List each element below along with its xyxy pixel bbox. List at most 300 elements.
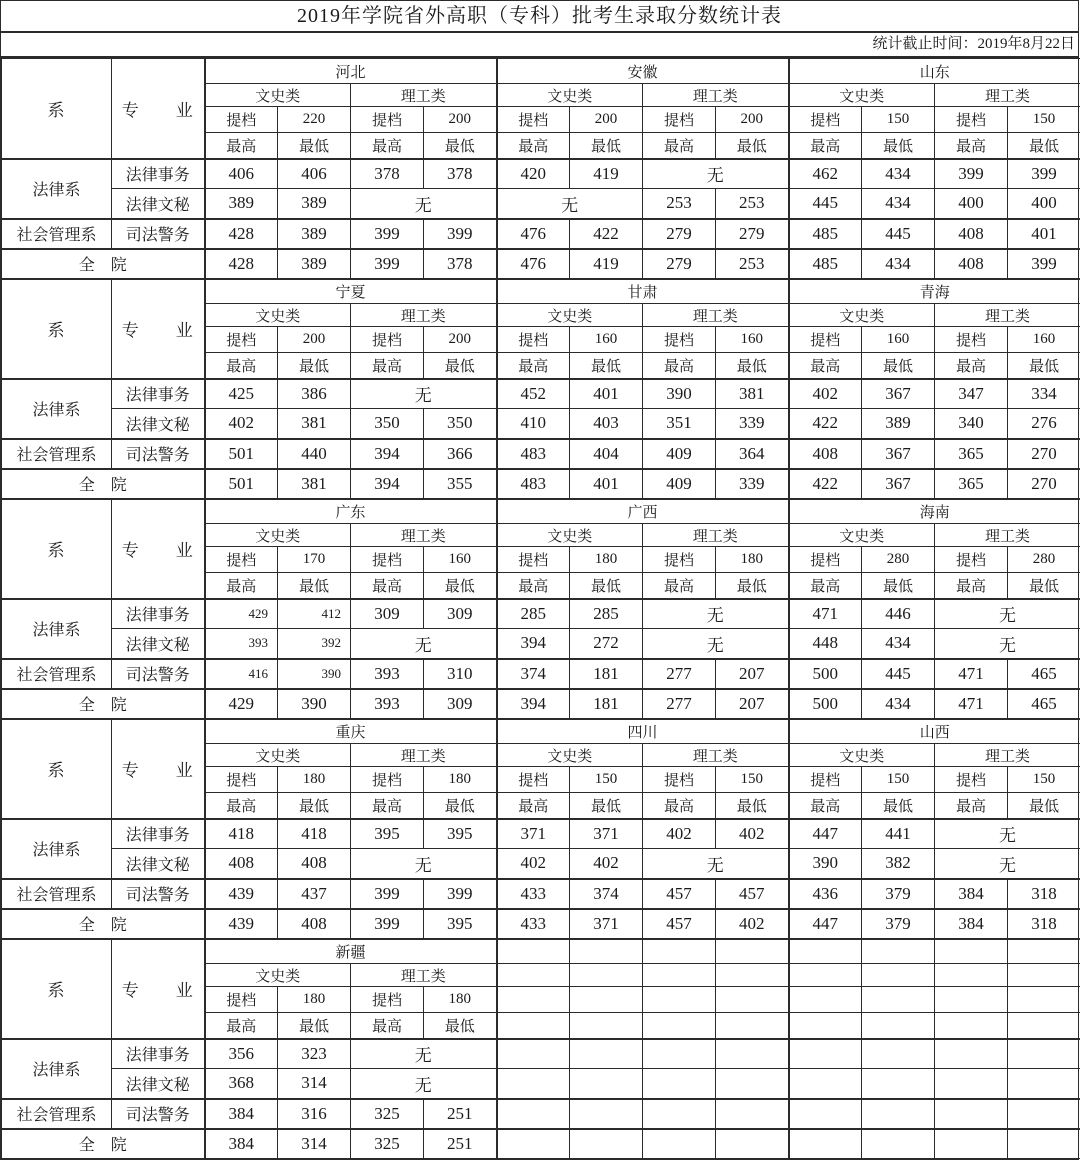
score-cell: 476 [497, 219, 570, 249]
score-cell: 276 [1008, 409, 1080, 439]
no-score-cell: 无 [351, 1069, 497, 1099]
maxmin-label-cell: 最高 [643, 133, 716, 159]
maxmin-label-cell: 最低 [1008, 353, 1080, 379]
tidang-label-cell: 提档 [935, 767, 1008, 793]
category-wenshi-cell: 文史类 [497, 304, 643, 327]
table-row [2, 249, 1080, 279]
score-cell: 351 [643, 409, 716, 439]
score-cell: 399 [1008, 249, 1080, 279]
category-ligong-cell: 理工类 [351, 964, 497, 987]
province-name-cell: 安徽 [497, 59, 789, 84]
empty-cell [716, 1013, 789, 1039]
score-cell: 457 [716, 879, 789, 909]
table-row [2, 59, 1080, 84]
score-cell: 381 [278, 469, 351, 499]
score-cell: 400 [935, 189, 1008, 219]
score-cell: 400 [1008, 189, 1080, 219]
category-wenshi-cell: 文史类 [497, 744, 643, 767]
major-cell: 法律事务 [112, 819, 205, 849]
table-row [2, 439, 1080, 469]
score-cell: 439 [205, 879, 278, 909]
province-name-cell: 广西 [497, 499, 789, 524]
empty-cell [1008, 964, 1080, 987]
score-cell: 483 [497, 469, 570, 499]
maxmin-label-cell: 最高 [497, 133, 570, 159]
table-row [2, 159, 1080, 189]
score-cell: 428 [205, 219, 278, 249]
maxmin-label-cell: 最高 [351, 573, 424, 599]
empty-cell [862, 987, 935, 1013]
empty-cell [862, 939, 935, 964]
tidang-label-cell: 提档 [643, 547, 716, 573]
table-row [2, 659, 1080, 689]
maxmin-label-cell: 最高 [497, 573, 570, 599]
score-cell: 446 [862, 599, 935, 629]
province-name-cell: 青海 [789, 279, 1080, 304]
major-cell: 法律文秘 [112, 849, 205, 879]
score-cell: 367 [862, 439, 935, 469]
maxmin-label-cell: 最高 [789, 353, 862, 379]
empty-cell [643, 1099, 716, 1129]
maxmin-label-cell: 最高 [351, 1013, 424, 1039]
empty-cell [935, 964, 1008, 987]
score-cell: 365 [935, 439, 1008, 469]
score-cell: 371 [570, 819, 643, 849]
department-cell: 法律系 [2, 599, 112, 659]
table-row [2, 1099, 1080, 1129]
maxmin-label-cell: 最低 [278, 353, 351, 379]
score-cell: 394 [351, 469, 424, 499]
score-cell: 476 [497, 249, 570, 279]
tidang-label-cell: 提档 [351, 547, 424, 573]
table-row [2, 1129, 1080, 1159]
maxmin-label-cell: 最高 [643, 573, 716, 599]
category-wenshi-cell: 文史类 [497, 524, 643, 547]
province-name-cell: 山东 [789, 59, 1080, 84]
department-cell: 社会管理系 [2, 659, 112, 689]
empty-cell [716, 964, 789, 987]
department-cell: 法律系 [2, 1039, 112, 1099]
score-cell: 445 [789, 189, 862, 219]
major-cell: 法律文秘 [112, 409, 205, 439]
score-cell: 339 [716, 469, 789, 499]
score-cell: 253 [643, 189, 716, 219]
score-cell: 390 [278, 689, 351, 719]
tidang-label-cell: 提档 [789, 767, 862, 793]
empty-cell [862, 1069, 935, 1099]
score-cell: 390 [789, 849, 862, 879]
score-cell: 272 [570, 629, 643, 659]
score-cell: 399 [935, 159, 1008, 189]
score-cell: 399 [351, 909, 424, 939]
major-cell: 法律文秘 [112, 1069, 205, 1099]
score-cell: 364 [716, 439, 789, 469]
college-total-cell: 全 院 [2, 689, 205, 719]
cutoff-score-cell: 180 [424, 987, 497, 1013]
score-cell: 447 [789, 909, 862, 939]
score-cell: 501 [205, 469, 278, 499]
empty-cell [935, 1129, 1008, 1159]
empty-cell [716, 1129, 789, 1159]
tidang-label-cell: 提档 [935, 327, 1008, 353]
maxmin-label-cell: 最低 [278, 793, 351, 819]
department-cell: 社会管理系 [2, 219, 112, 249]
maxmin-label-cell: 最高 [935, 353, 1008, 379]
score-cell: 402 [497, 849, 570, 879]
empty-cell [570, 1099, 643, 1129]
empty-cell [935, 1099, 1008, 1129]
empty-cell [497, 987, 570, 1013]
score-cell: 418 [205, 819, 278, 849]
tidang-label-cell: 提档 [497, 547, 570, 573]
score-cell: 457 [643, 909, 716, 939]
maxmin-label-cell: 最低 [716, 793, 789, 819]
score-cell: 436 [789, 879, 862, 909]
score-cell: 394 [497, 629, 570, 659]
score-cell: 500 [789, 659, 862, 689]
tidang-label-cell: 提档 [351, 987, 424, 1013]
empty-cell [1008, 1099, 1080, 1129]
cutoff-score-cell: 180 [716, 547, 789, 573]
maxmin-label-cell: 最低 [570, 353, 643, 379]
table-row [2, 1069, 1080, 1099]
score-cell: 422 [789, 409, 862, 439]
tidang-label-cell: 提档 [205, 327, 278, 353]
score-cell: 356 [205, 1039, 278, 1069]
table-row [2, 499, 1080, 524]
major-cell: 司法警务 [112, 659, 205, 689]
maxmin-label-cell: 最高 [643, 793, 716, 819]
score-cell: 501 [205, 439, 278, 469]
score-cell: 409 [643, 439, 716, 469]
table-row [2, 409, 1080, 439]
score-cell: 395 [424, 819, 497, 849]
category-ligong-cell: 理工类 [935, 524, 1080, 547]
score-cell: 325 [351, 1099, 424, 1129]
score-cell: 428 [205, 249, 278, 279]
score-cell: 350 [424, 409, 497, 439]
score-cell: 367 [862, 469, 935, 499]
maxmin-label-cell: 最高 [789, 573, 862, 599]
no-score-cell: 无 [351, 629, 497, 659]
major-cell: 法律事务 [112, 159, 205, 189]
category-ligong-cell: 理工类 [643, 524, 789, 547]
department-header-cell: 系 [2, 939, 112, 1039]
score-cell: 402 [570, 849, 643, 879]
empty-cell [570, 964, 643, 987]
province-name-cell: 重庆 [205, 719, 497, 744]
score-cell: 384 [935, 909, 1008, 939]
score-cell: 270 [1008, 439, 1080, 469]
score-cell: 402 [789, 379, 862, 409]
score-cell: 371 [570, 909, 643, 939]
score-cell: 399 [351, 249, 424, 279]
table-row [2, 879, 1080, 909]
score-cell: 355 [424, 469, 497, 499]
empty-cell [1008, 1129, 1080, 1159]
empty-cell [862, 1039, 935, 1069]
empty-cell [497, 1013, 570, 1039]
maxmin-label-cell: 最高 [935, 793, 1008, 819]
score-cell: 434 [862, 159, 935, 189]
department-cell: 法律系 [2, 159, 112, 219]
category-wenshi-cell: 文史类 [205, 964, 351, 987]
score-cell: 437 [278, 879, 351, 909]
cutoff-score-cell: 200 [716, 107, 789, 133]
tidang-label-cell: 提档 [935, 547, 1008, 573]
province-name-cell: 新疆 [205, 939, 497, 964]
maxmin-label-cell: 最高 [351, 353, 424, 379]
score-cell: 410 [497, 409, 570, 439]
table-row [2, 379, 1080, 409]
score-cell: 285 [570, 599, 643, 629]
score-cell: 420 [497, 159, 570, 189]
table-row [2, 719, 1080, 744]
cutoff-score-cell: 200 [570, 107, 643, 133]
score-cell: 485 [789, 249, 862, 279]
empty-cell [643, 1013, 716, 1039]
score-cell: 465 [1008, 659, 1080, 689]
cutoff-score-cell: 200 [278, 327, 351, 353]
department-header-cell: 系 [2, 719, 112, 819]
category-wenshi-cell: 文史类 [789, 744, 935, 767]
score-cell: 253 [716, 189, 789, 219]
category-ligong-cell: 理工类 [935, 744, 1080, 767]
empty-cell [716, 1069, 789, 1099]
empty-cell [862, 964, 935, 987]
empty-cell [497, 1039, 570, 1069]
score-cell: 314 [278, 1069, 351, 1099]
maxmin-label-cell: 最高 [205, 353, 278, 379]
score-cell: 318 [1008, 909, 1080, 939]
major-cell: 司法警务 [112, 439, 205, 469]
category-wenshi-cell: 文史类 [205, 84, 351, 107]
score-cell: 433 [497, 909, 570, 939]
score-cell: 419 [570, 159, 643, 189]
score-cell: 318 [1008, 879, 1080, 909]
maxmin-label-cell: 最低 [424, 1013, 497, 1039]
table-row [2, 849, 1080, 879]
major-header-cell: 专 业 [112, 499, 205, 599]
score-cell: 374 [570, 879, 643, 909]
province-name-cell: 海南 [789, 499, 1080, 524]
no-score-cell: 无 [351, 849, 497, 879]
table-row [2, 819, 1080, 849]
cutoff-score-cell: 150 [570, 767, 643, 793]
score-cell: 457 [643, 879, 716, 909]
table-row [2, 629, 1080, 659]
score-cell: 379 [862, 909, 935, 939]
score-cell: 251 [424, 1099, 497, 1129]
category-wenshi-cell: 文史类 [205, 304, 351, 327]
score-cell: 406 [278, 159, 351, 189]
score-cell: 279 [716, 219, 789, 249]
major-header-cell: 专 业 [112, 59, 205, 159]
tidang-label-cell: 提档 [205, 767, 278, 793]
score-cell: 374 [497, 659, 570, 689]
score-cell: 367 [862, 379, 935, 409]
maxmin-label-cell: 最高 [205, 133, 278, 159]
empty-cell [789, 1069, 862, 1099]
score-cell: 408 [789, 439, 862, 469]
cutoff-score-cell: 160 [424, 547, 497, 573]
maxmin-label-cell: 最高 [205, 573, 278, 599]
score-cell: 371 [497, 819, 570, 849]
score-cell: 309 [351, 599, 424, 629]
category-wenshi-cell: 文史类 [497, 84, 643, 107]
score-cell: 347 [935, 379, 1008, 409]
department-header-cell: 系 [2, 59, 112, 159]
major-cell: 法律事务 [112, 1039, 205, 1069]
score-cell: 207 [716, 689, 789, 719]
no-score-cell: 无 [643, 849, 789, 879]
score-cell: 390 [643, 379, 716, 409]
department-header-cell: 系 [2, 279, 112, 379]
college-total-cell: 全 院 [2, 249, 205, 279]
score-cell: 399 [424, 879, 497, 909]
category-wenshi-cell: 文史类 [205, 524, 351, 547]
cutoff-score-cell: 280 [862, 547, 935, 573]
score-cell: 448 [789, 629, 862, 659]
no-score-cell: 无 [497, 189, 643, 219]
maxmin-label-cell: 最高 [643, 353, 716, 379]
score-cell: 402 [716, 819, 789, 849]
empty-cell [497, 1099, 570, 1129]
table-row [2, 939, 1080, 964]
score-cell: 399 [351, 879, 424, 909]
department-cell: 社会管理系 [2, 1099, 112, 1129]
cutoff-score-cell: 160 [716, 327, 789, 353]
score-cell: 402 [205, 409, 278, 439]
statistics-cutoff-date: 统计截止时间：2019年8月22日 [1, 33, 1078, 58]
score-cell: 389 [205, 189, 278, 219]
cutoff-score-cell: 180 [570, 547, 643, 573]
score-cell: 408 [935, 249, 1008, 279]
cutoff-score-cell: 150 [862, 767, 935, 793]
score-cell: 433 [497, 879, 570, 909]
maxmin-label-cell: 最低 [716, 573, 789, 599]
score-cell: 381 [278, 409, 351, 439]
no-score-cell: 无 [351, 1039, 497, 1069]
tidang-label-cell: 提档 [643, 327, 716, 353]
score-cell: 402 [643, 819, 716, 849]
cutoff-score-cell: 160 [570, 327, 643, 353]
empty-cell [789, 1099, 862, 1129]
category-ligong-cell: 理工类 [643, 744, 789, 767]
score-cell: 350 [351, 409, 424, 439]
cutoff-score-cell: 160 [1008, 327, 1080, 353]
score-cell: 334 [1008, 379, 1080, 409]
category-ligong-cell: 理工类 [643, 84, 789, 107]
major-cell: 司法警务 [112, 1099, 205, 1129]
empty-cell [716, 1039, 789, 1069]
score-cell: 445 [862, 659, 935, 689]
score-cell: 434 [862, 629, 935, 659]
empty-cell [570, 1013, 643, 1039]
no-score-cell: 无 [643, 599, 789, 629]
score-cell: 251 [424, 1129, 497, 1159]
table-row [2, 469, 1080, 499]
empty-cell [643, 1129, 716, 1159]
score-cell: 452 [497, 379, 570, 409]
score-cell: 403 [570, 409, 643, 439]
tidang-label-cell: 提档 [789, 547, 862, 573]
table-row [2, 1039, 1080, 1069]
maxmin-label-cell: 最高 [351, 133, 424, 159]
score-cell: 310 [424, 659, 497, 689]
empty-cell [1008, 987, 1080, 1013]
empty-cell [935, 1069, 1008, 1099]
score-cell: 384 [205, 1129, 278, 1159]
score-cell: 434 [862, 689, 935, 719]
score-cell: 393 [351, 689, 424, 719]
category-ligong-cell: 理工类 [935, 304, 1080, 327]
table-row [2, 219, 1080, 249]
score-cell: 389 [278, 189, 351, 219]
score-cell: 471 [935, 659, 1008, 689]
score-cell: 422 [570, 219, 643, 249]
category-wenshi-cell: 文史类 [789, 84, 935, 107]
no-score-cell: 无 [935, 849, 1080, 879]
maxmin-label-cell: 最低 [424, 793, 497, 819]
score-cell: 382 [862, 849, 935, 879]
score-cell: 402 [716, 909, 789, 939]
score-cell: 285 [497, 599, 570, 629]
empty-cell [716, 987, 789, 1013]
empty-cell [935, 1039, 1008, 1069]
maxmin-label-cell: 最低 [716, 353, 789, 379]
score-cell: 422 [789, 469, 862, 499]
score-cell: 465 [1008, 689, 1080, 719]
maxmin-label-cell: 最高 [935, 573, 1008, 599]
tidang-label-cell: 提档 [643, 767, 716, 793]
cutoff-score-cell: 160 [862, 327, 935, 353]
score-cell: 339 [716, 409, 789, 439]
empty-cell [789, 1013, 862, 1039]
tidang-label-cell: 提档 [205, 547, 278, 573]
department-cell: 社会管理系 [2, 439, 112, 469]
category-ligong-cell: 理工类 [351, 304, 497, 327]
major-cell: 司法警务 [112, 219, 205, 249]
empty-cell [643, 987, 716, 1013]
empty-cell [789, 1039, 862, 1069]
no-score-cell: 无 [935, 599, 1080, 629]
no-score-cell: 无 [643, 159, 789, 189]
table-row [2, 599, 1080, 629]
score-cell: 389 [278, 219, 351, 249]
table-row [2, 909, 1080, 939]
tidang-label-cell: 提档 [351, 327, 424, 353]
college-total-cell: 全 院 [2, 909, 205, 939]
score-cell: 404 [570, 439, 643, 469]
province-name-cell: 四川 [497, 719, 789, 744]
tidang-label-cell: 提档 [935, 107, 1008, 133]
no-score-cell: 无 [351, 379, 497, 409]
score-cell: 389 [278, 249, 351, 279]
department-cell: 法律系 [2, 379, 112, 439]
score-cell: 429 [205, 599, 278, 629]
department-cell: 社会管理系 [2, 879, 112, 909]
empty-cell [570, 1069, 643, 1099]
score-cell: 379 [862, 879, 935, 909]
score-cell: 253 [716, 249, 789, 279]
maxmin-label-cell: 最低 [424, 353, 497, 379]
college-total-cell: 全 院 [2, 469, 205, 499]
major-cell: 法律文秘 [112, 629, 205, 659]
tidang-label-cell: 提档 [789, 327, 862, 353]
score-cell: 395 [351, 819, 424, 849]
score-cell: 441 [862, 819, 935, 849]
